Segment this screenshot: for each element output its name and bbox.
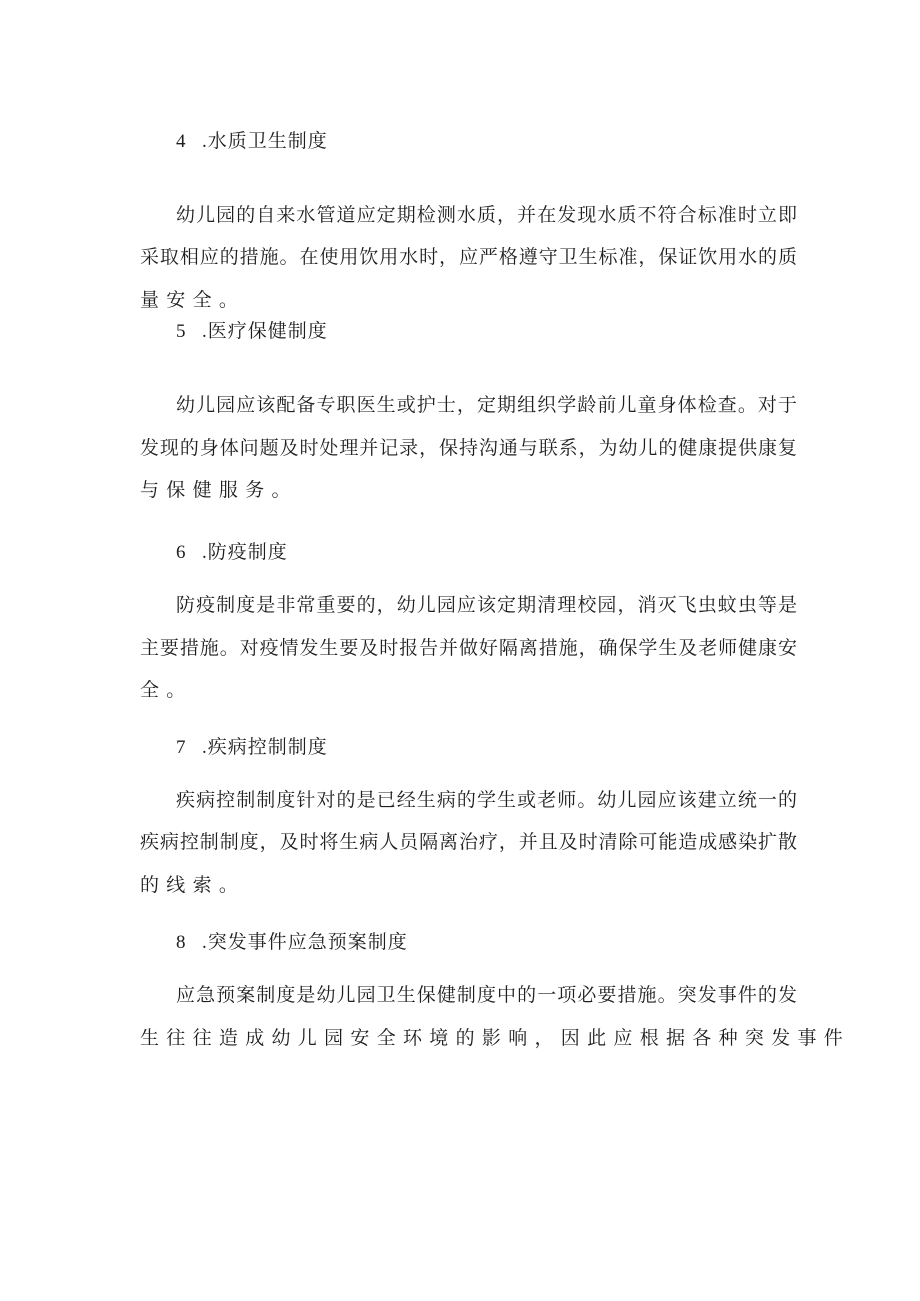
section-number: 6 [176, 542, 187, 563]
section-title: .防疫制度 [202, 542, 288, 563]
section-heading [176, 129, 328, 155]
paragraph-line: 防疫制度是非常重要的，幼儿园应该定期清理校园，消灭飞虫蚊虫等是 [176, 595, 797, 616]
paragraph-line: 发现的身体问题及时处理并记录，保持沟通与联系，为幼儿的健康提供康复 [140, 438, 797, 459]
section-heading [176, 540, 288, 566]
section-title: .突发事件应急预案制度 [202, 932, 408, 953]
paragraph-line: 疾病控制制度，及时将生病人员隔离治疗，并且及时清除可能造成感染扩散 [140, 832, 797, 853]
paragraph-line: 疾病控制制度针对的是已经生病的学生或老师。幼儿园应该建立统一的 [176, 790, 797, 811]
section-title: .疾病控制制度 [202, 737, 328, 758]
section-number: 4 [176, 131, 187, 152]
section-title: .水质卫生制度 [202, 131, 328, 152]
section-number: 7 [176, 737, 187, 758]
paragraph-line: 的线索。 [140, 875, 246, 896]
section-title: .医疗保健制度 [202, 321, 328, 342]
paragraph-line: 主要措施。对疫情发生要及时报告并做好隔离措施，确保学生及老师健康安 [140, 638, 797, 659]
paragraph-line: 幼儿园的自来水管道应定期检测水质，并在发现水质不符合标准时立即 [176, 205, 797, 226]
paragraph-line: 幼儿园应该配备专职医生或护士，定期组织学龄前儿童身体检查。对于 [176, 395, 797, 416]
paragraph-line: 生往往造成幼儿园安全环境的影响，因此应根据各种突发事件 [140, 1028, 851, 1049]
paragraph-line: 全。 [140, 680, 193, 701]
section-heading [176, 930, 408, 956]
section-heading [176, 319, 328, 345]
paragraph-line: 采取相应的措施。在使用饮用水时，应严格遵守卫生标准，保证饮用水的质 [140, 247, 797, 268]
section-number: 8 [176, 932, 187, 953]
paragraph-line: 应急预案制度是幼儿园卫生保健制度中的一项必要措施。突发事件的发 [176, 985, 797, 1006]
paragraph-line: 与保健服务。 [140, 480, 298, 501]
section-number: 5 [176, 321, 187, 342]
paragraph-line: 量安全。 [140, 290, 246, 311]
section-heading [176, 735, 328, 761]
